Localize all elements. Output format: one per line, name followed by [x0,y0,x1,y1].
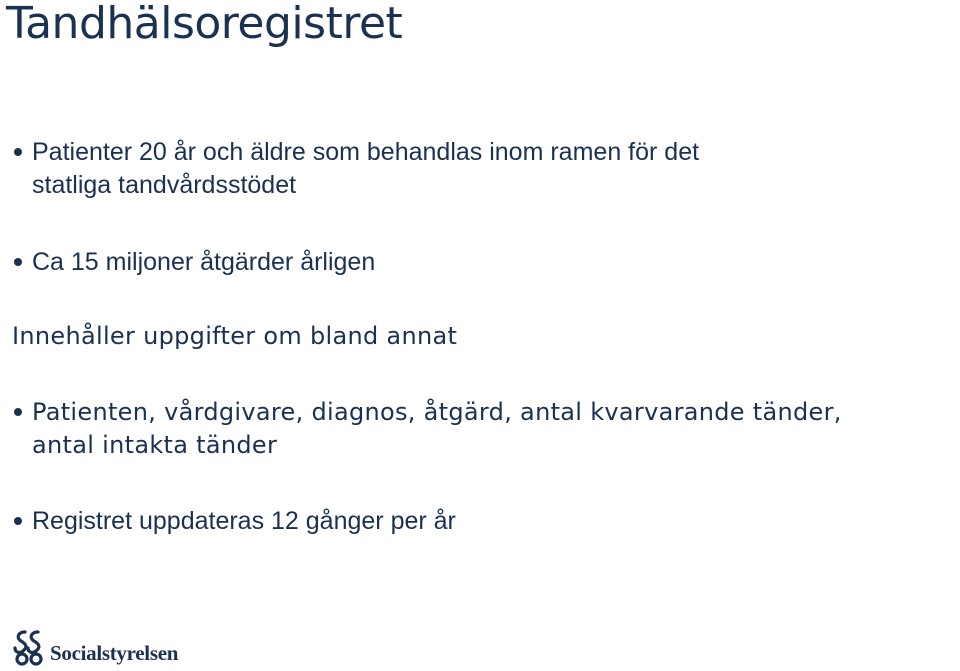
section-subheading: Innehåller uppgifter om bland annat [12,322,458,350]
logo-text: Socialstyrelsen [50,640,179,665]
bullet-text [32,396,842,462]
bullet-text [32,505,456,538]
bullet-text [32,246,375,279]
slide-title: Tandhälsoregistret [6,0,403,49]
bullet-line: Ca 15 miljoner åtgärder årligen [32,248,376,276]
bullet-line: Patienter 20 år och äldre som behandlas inom ramen för det [32,138,700,166]
socialstyrelsen-logo [12,627,178,667]
bullet-item [14,246,22,266]
bullet-item [14,505,22,525]
bullet-line: statliga tandvårdsstödet [32,171,297,199]
bullet-item [14,396,22,416]
bullet-line: Patienten, vårdgivare, diagnos, åtgärd, antal kvarvarande tänder, [32,398,842,426]
bullet-dot-icon [14,408,22,416]
bullet-dot-icon [14,258,22,266]
bullet-line: antal intakta tänder [32,431,278,459]
bullet-line: Registret uppdateras 12 gånger per år [32,507,456,535]
bullet-item [14,136,22,156]
bullet-dot-icon [14,517,22,525]
socialstyrelsen-emblem-icon [12,628,48,666]
bullet-dot-icon [14,148,22,156]
bullet-text [32,136,699,202]
